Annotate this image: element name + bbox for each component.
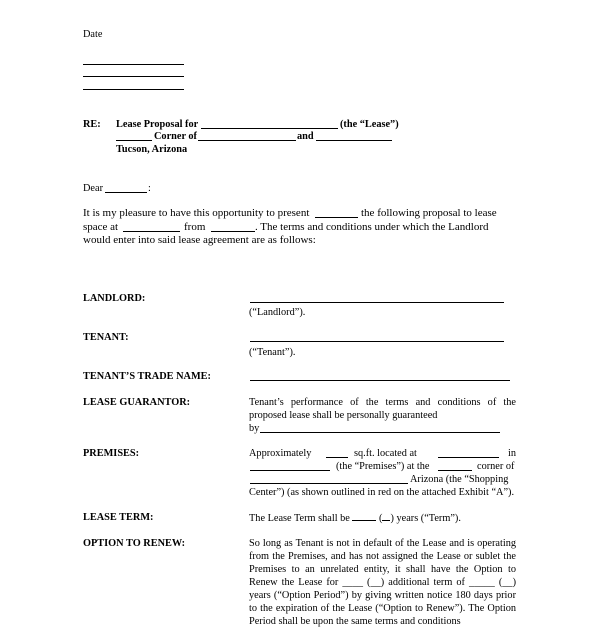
- date-label: Date: [83, 29, 103, 40]
- intro-line-2a: space at: [83, 221, 119, 233]
- landlord-note: (“Landlord”).: [249, 307, 306, 318]
- re-the-lease: (the “Lease”): [340, 119, 399, 130]
- re-corner-of: Corner of: [154, 131, 197, 142]
- premises-address-blank: [438, 457, 499, 458]
- premises-approx: Approximately: [249, 448, 312, 459]
- landlord-blank: [250, 302, 504, 303]
- re-and: and: [297, 131, 314, 142]
- re-city: Tucson, Arizona: [116, 144, 188, 155]
- lease-term-years-blank: [352, 511, 376, 521]
- dear-name-blank: [105, 192, 147, 193]
- address-line-2: [83, 76, 184, 77]
- re-lease-proposal-for: Lease Proposal for: [116, 119, 199, 130]
- intro-line-2c: . The terms and conditions under which the Landlord: [255, 221, 489, 233]
- intro-blank-3: [211, 231, 255, 232]
- premises-sqft-located: sq.ft. located at: [354, 448, 417, 459]
- lease-term-label: LEASE TERM:: [83, 512, 154, 523]
- lease-term-prefix: The Lease Term shall be: [249, 513, 350, 524]
- premises-arizona: Arizona (the “Shopping: [410, 474, 509, 485]
- dear-colon: :: [148, 183, 151, 194]
- premises-shopping-center: Center”) (as shown outlined in red on the attached Exhibit “A”).: [249, 487, 515, 498]
- intro-blank-2: [123, 231, 180, 232]
- premises-sqft-blank: [326, 457, 348, 458]
- premises-label: PREMISES:: [83, 448, 140, 459]
- intro-line-2b: from: [184, 221, 206, 233]
- renew-label: OPTION TO RENEW:: [83, 538, 186, 549]
- landlord-label: LANDLORD:: [83, 293, 146, 304]
- trade-name-blank: [250, 380, 510, 381]
- re-street-blank-3: [316, 140, 392, 141]
- intro-blank-1: [315, 217, 358, 218]
- dear-label: Dear: [83, 183, 104, 194]
- premises-in: in: [508, 448, 517, 459]
- premises-city-blank: [250, 470, 330, 471]
- trade-name-label: TENANT’S TRADE NAME:: [83, 371, 211, 382]
- intro-line-1b: the following proposal to lease: [361, 207, 497, 219]
- lease-term-paren-open: (: [379, 513, 383, 524]
- intro-line-3: would enter into said lease agreement are as follows:: [83, 234, 316, 246]
- premises-corner-of: corner of: [477, 461, 515, 472]
- guarantor-by: by: [249, 423, 260, 434]
- renew-text: So long as Tenant is not in default of the Lease and is operating from the Premises, and has not assigned the Lease or sublet the Premises to an unrelated entity, it shall have the Option to Renew the Lease for ____ (__) additional term of _____ (__) years (“Option Period”) by giving written notice 180 days prior to the expiration of the Lease (“Option to Renew”). The Option Period shall be upon the same terms and conditions: [249, 538, 516, 627]
- lease-term-suffix: ) years (“Term”).: [390, 513, 461, 524]
- tenant-label: TENANT:: [83, 332, 129, 343]
- premises-street-blank: [250, 483, 408, 484]
- re-street-blank-2: [198, 140, 296, 141]
- guarantor-blank: [260, 432, 500, 433]
- premises-the-premises: (the “Premises”) at the: [336, 461, 430, 472]
- guarantor-label: LEASE GUARANTOR:: [83, 397, 191, 408]
- intro-line-1a: It is my pleasure to have this opportunity to present: [83, 207, 310, 219]
- premises-corner-blank: [438, 470, 472, 471]
- address-line-3: [83, 89, 184, 90]
- re-label: RE:: [83, 119, 101, 130]
- re-property-blank: [201, 128, 338, 129]
- tenant-blank: [250, 341, 504, 342]
- guarantor-text: Tenant’s performance of the terms and conditions of the proposed lease shall be personally guaranteed: [249, 397, 516, 421]
- re-street-blank-1: [116, 140, 152, 141]
- lease-term-text: [249, 511, 461, 525]
- address-line-1: [83, 64, 184, 65]
- tenant-note: (“Tenant”).: [249, 347, 296, 358]
